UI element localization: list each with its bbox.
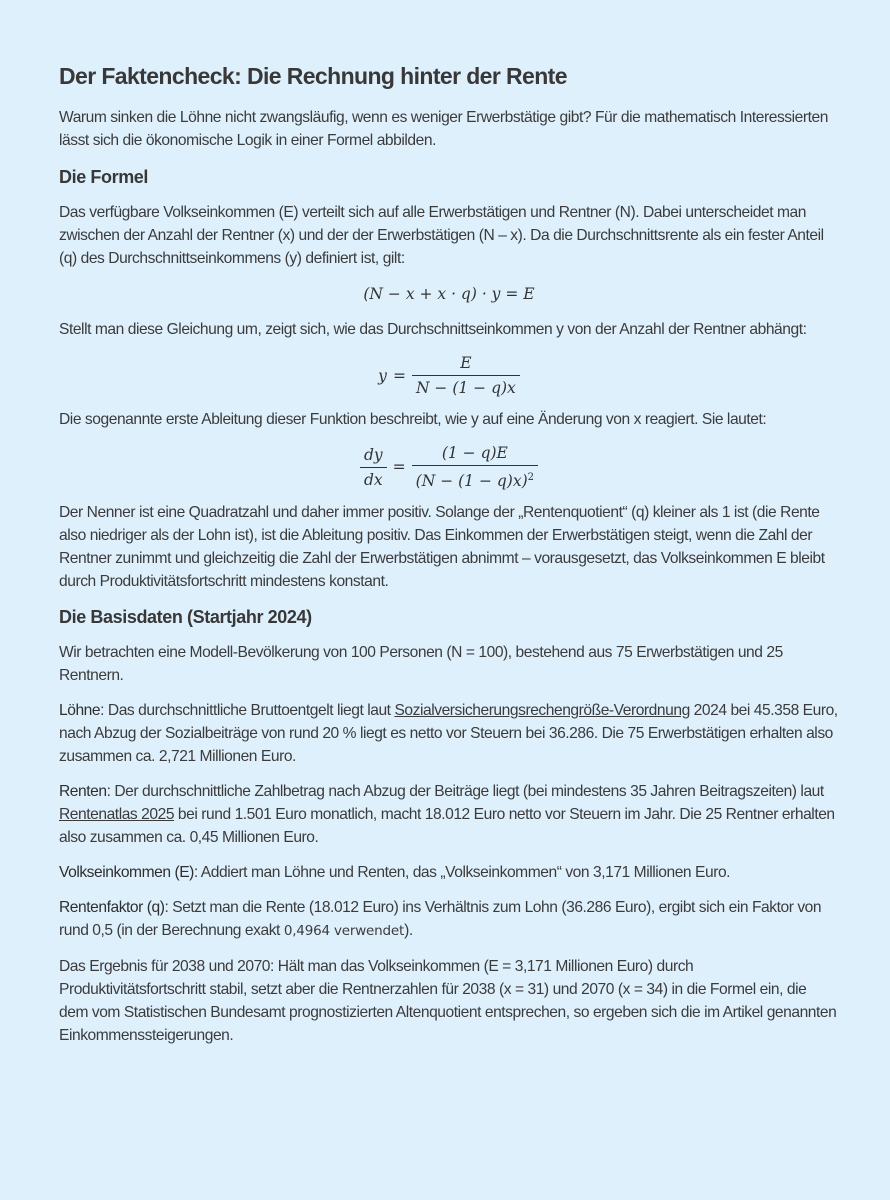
formula-derivative-denominator-wrap xyxy=(412,465,538,491)
volkseinkommen-text: : Addiert man Löhne und Renten, das „Volkseinkommen“ von 3,171 Millionen Euro. xyxy=(193,864,731,882)
formel-paragraph-3: Die sogenannte erste Ableitung dieser Funktion beschreibt, wie y auf eine Änderung von x reagiert. Sie lautet: xyxy=(59,411,767,428)
ergebnis-paragraph: Das Ergebnis für 2038 und 2070: Hält man das Volkseinkommen (E = 3,171 Millionen Euro) durch Produktivitätsfortschritt stabil, setzt aber die Rentnerzahlen für 2038 (x = 31) und 2070 (x = 34) in die Formel ein, die dem vom Statistischen Bundesamt prognostizierten Altenquotient entsprechen, so ergeben sich die im Artikel genannten Einkommenssteigerungen. xyxy=(59,958,837,1045)
formula-y-lhs: y xyxy=(378,366,387,385)
loehne-text-pre: : Das durchschnittliche Bruttoentgelt liegt laut xyxy=(100,702,395,720)
rentenatlas-link[interactable]: Rentenatlas 2025 xyxy=(59,806,175,824)
formula-equation-text: (N − x + x · q) · y = E xyxy=(363,285,535,303)
basisdaten-paragraph-1: Wir betrachten eine Modell-Bevölkerung von 100 Personen (N = 100), bestehend aus 75 Erwerbstätigen und 25 Rentnern. xyxy=(59,644,783,685)
formel-paragraph-2: Stellt man diese Gleichung um, zeigt sich, wie das Durchschnittseinkommen y von der Anzahl der Rentner abhängt: xyxy=(59,321,807,338)
rentenfaktor-label: Rentenfaktor (q) xyxy=(59,899,165,917)
loehne-text-post: 2024 bei 45.358 Euro, nach Abzug der Sozialbeiträge von rund 20 % liegt es netto vor Steuern bei 36.286. Die 75 Erwerbstätigen erhalten also zusammen ca. 2,721 Millionen Euro. xyxy=(59,702,838,766)
formula-derivative-equals: = xyxy=(392,458,406,477)
volkseinkommen-label: Volkseinkommen (E) xyxy=(59,864,194,882)
renten-label: Renten xyxy=(59,783,107,801)
page-title: Der Faktencheck: Die Rechnung hinter der Rente xyxy=(59,63,567,89)
rentenfaktor-end: ). xyxy=(404,922,413,940)
formula-derivative-lhs-den: dx xyxy=(360,467,387,490)
sozialversicherung-link[interactable]: Sozialversicherungsrechengröße-Verordnung xyxy=(394,702,690,720)
formula-y-equals: = xyxy=(392,366,406,385)
formula-derivative-denominator: (N − (1 − q)x) xyxy=(415,472,528,491)
formula-y-fraction xyxy=(412,353,520,398)
renten-text-pre: : Der durchschnittliche Zahlbetrag nach Abzug der Beiträge liegt (bei mindestens 35 Jahren Beitragszeiten) laut xyxy=(106,783,824,801)
rentenfaktor-paragraph xyxy=(59,896,839,943)
formel-paragraph-4: Der Nenner ist eine Quadratzahl und daher immer positiv. Solange der „Rentenquotient“ (q) kleiner als 1 ist (die Rente also niedriger als der Lohn ist), ist die Ableitung positiv. Das Einkommen der Erwerbstätigen steigt, wenn die Zahl der Rentner zunimmt und gleichzeitig die Zahl der Erwerbstätigen abnimmt – vorausgesetzt, das Volkseinkommen E bleibt durch Produktivitätsfortschritt mindestens konstant. xyxy=(59,504,825,591)
section-heading-formel: Die Formel xyxy=(59,167,149,187)
formula-y-denominator: N − (1 − q)x xyxy=(412,375,520,398)
formula-y-numerator: E xyxy=(460,354,472,372)
loehne-paragraph xyxy=(59,699,839,768)
formula-derivative-lhs-num: dy xyxy=(363,445,383,464)
article xyxy=(59,60,839,1059)
formula-derivative-numerator: (1 − q)E xyxy=(441,444,508,462)
formula-derivative xyxy=(59,443,839,491)
rentenfaktor-text: : Setzt man die Rente (18.012 Euro) ins Verhältnis zum Lohn (36.286 Euro), ergibt sich ein Faktor von rund 0,5 (in der Berechnung exakt xyxy=(59,899,822,940)
renten-paragraph xyxy=(59,780,839,849)
formula-y xyxy=(59,353,839,398)
formula-derivative-exponent: 2 xyxy=(527,472,535,483)
intro-paragraph: Warum sinken die Löhne nicht zwangsläufig, wenn es weniger Erwerbstätige gibt? Für die mathematisch Interessierten lässt sich die ökonomische Logik in einer Formel abbilden. xyxy=(59,109,828,149)
formula-equation xyxy=(59,280,839,308)
formula-derivative-rhs xyxy=(412,443,538,491)
formula-derivative-lhs xyxy=(360,445,387,490)
loehne-label: Löhne xyxy=(59,702,101,720)
volkseinkommen-paragraph xyxy=(59,861,839,884)
formel-paragraph-1: Das verfügbare Volkseinkommen (E) verteilt sich auf alle Erwerbstätigen und Rentner (N). Dabei unterscheidet man zwischen der Anzahl der Rentner (x) und der der Erwerbstätigen (N – x). Da die Durchschnittsrente als ein fester Anteil (q) des Durchschnittseinkommens (y) definiert ist, gilt: xyxy=(59,204,824,267)
rentenfaktor-value: 0,4964 verwendet xyxy=(283,923,405,940)
renten-text-post: bei rund 1.501 Euro monatlich, macht 18.012 Euro netto vor Steuern im Jahr. Die 25 Rentner erhalten also zusammen ca. 0,45 Millionen Euro. xyxy=(59,806,835,847)
section-heading-basisdaten: Die Basisdaten (Startjahr 2024) xyxy=(59,607,312,628)
